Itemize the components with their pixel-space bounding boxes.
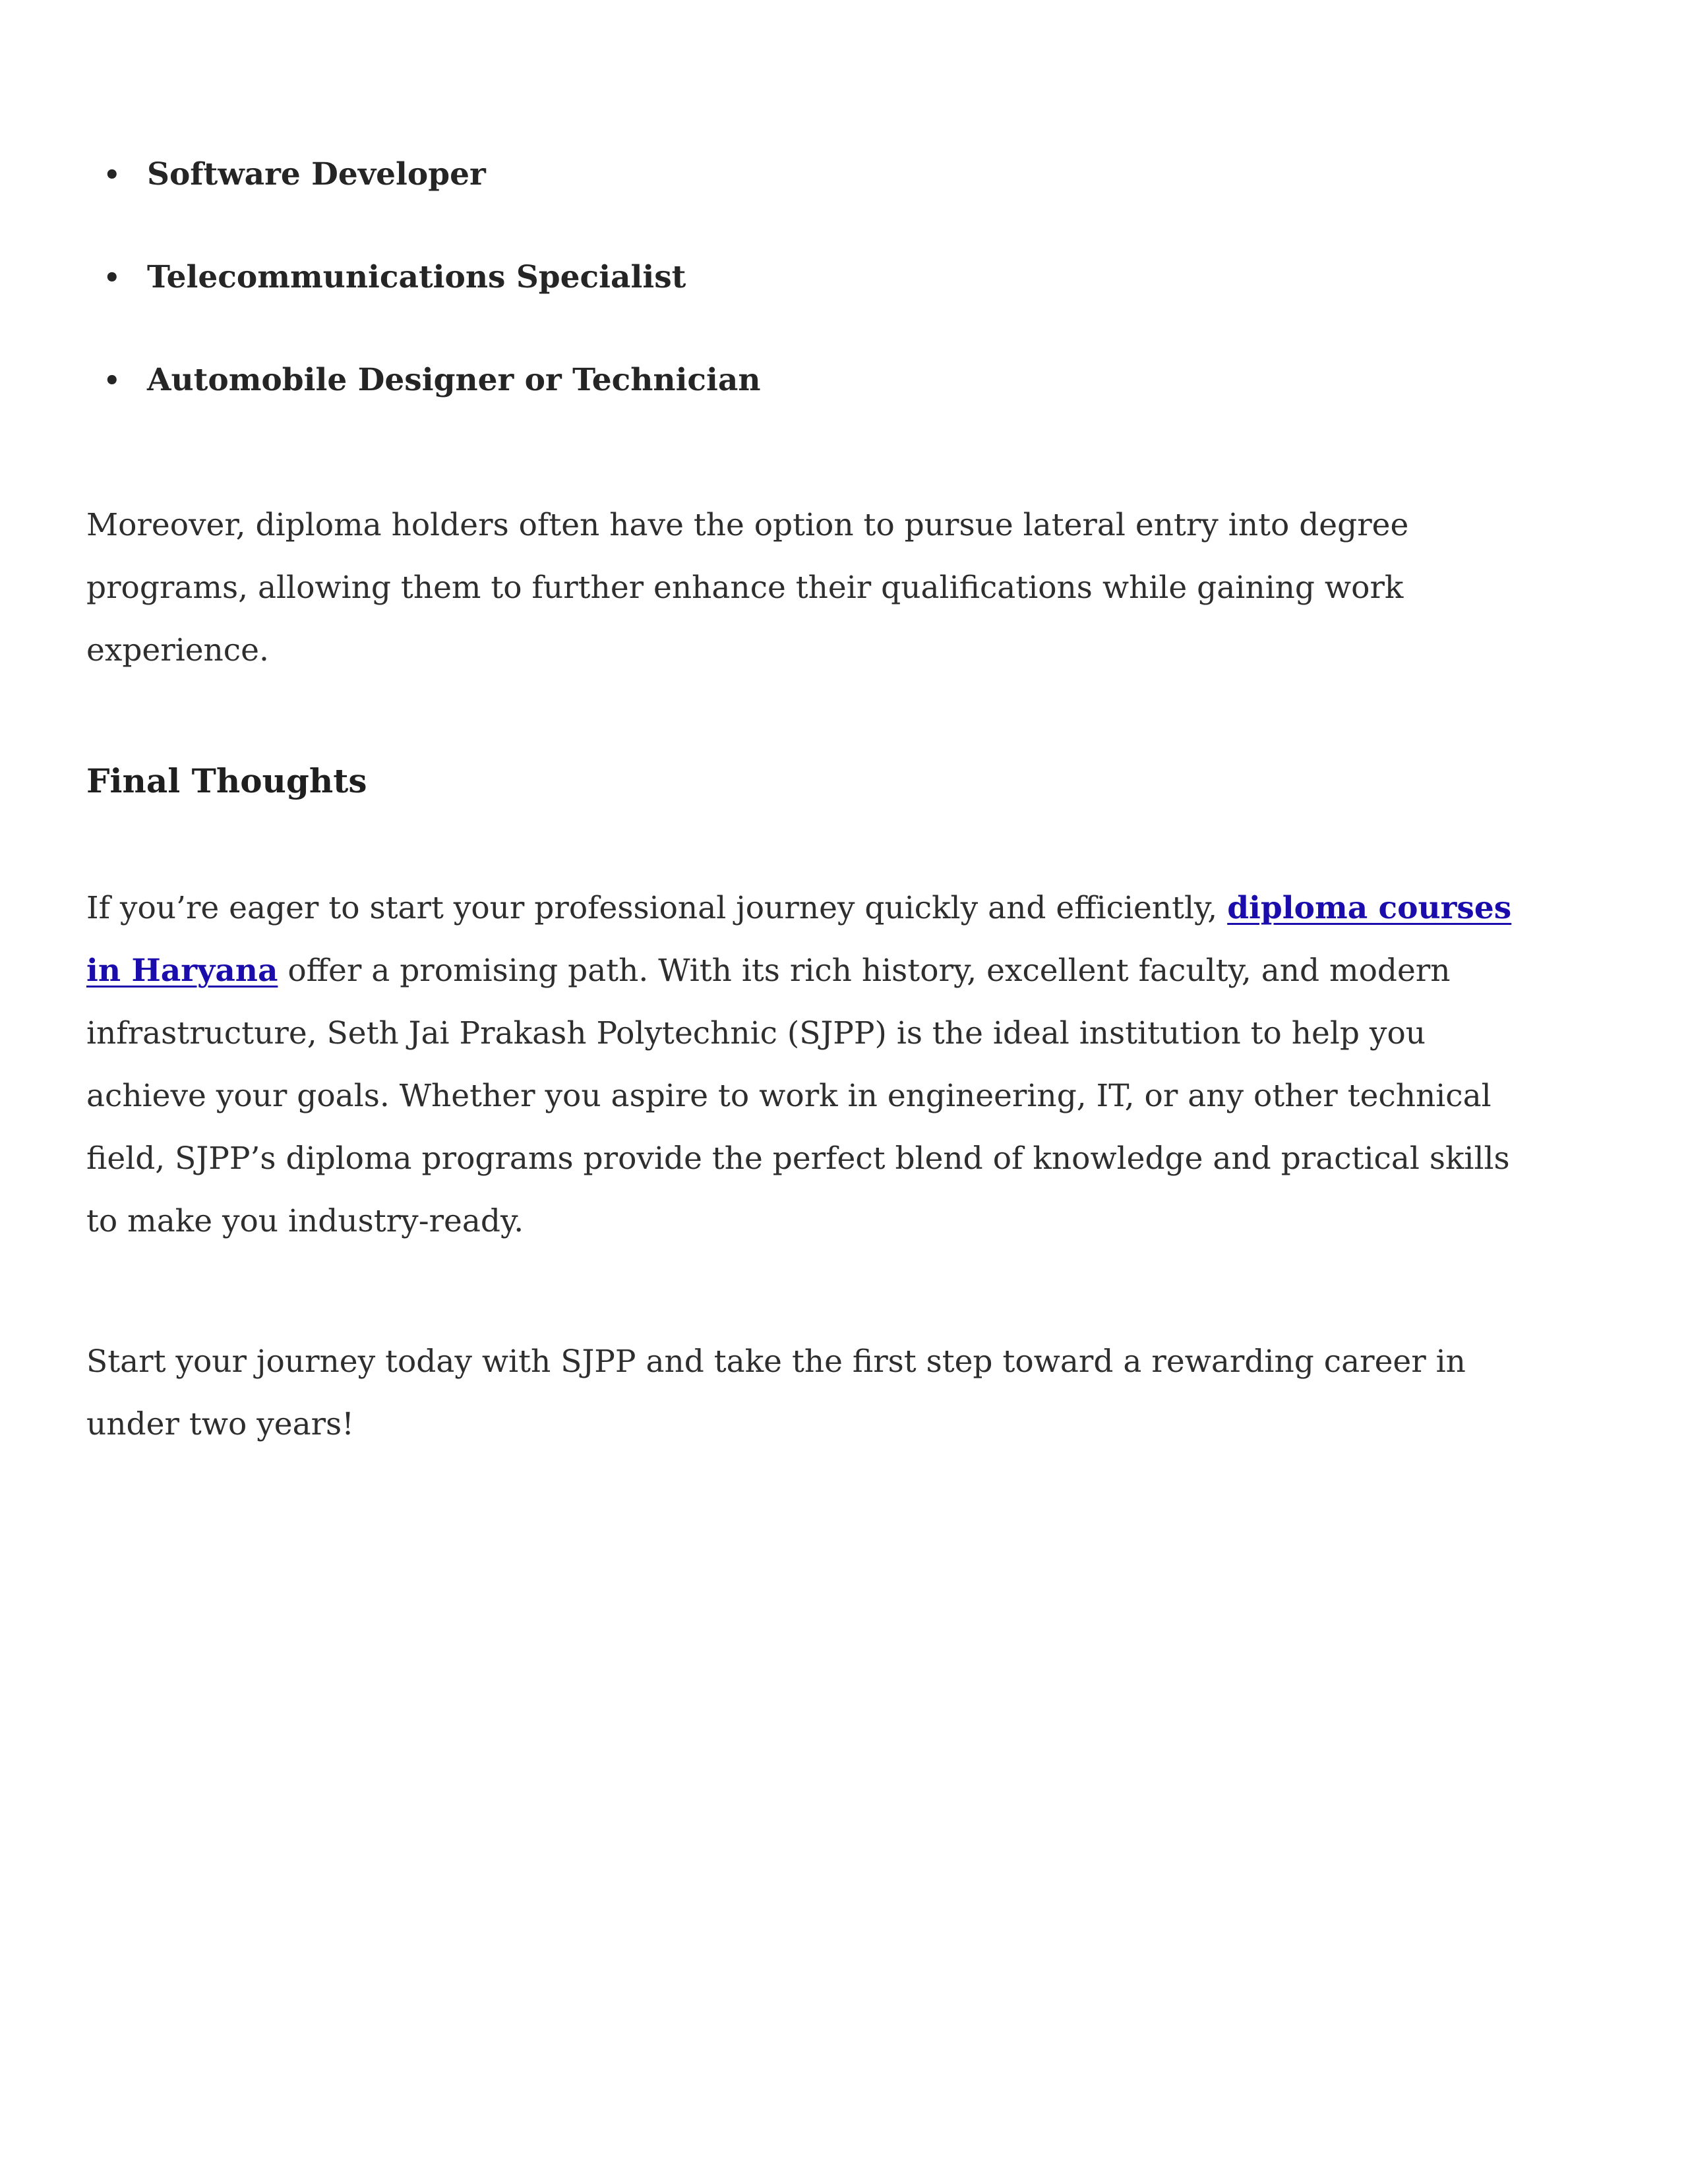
article-content <box>86 155 1543 1456</box>
list-item-telecom-specialist <box>86 258 1543 297</box>
list-item-label: Automobile Designer or Technician <box>147 362 761 398</box>
list-item-label: Software Developer <box>147 156 486 192</box>
final-thoughts-heading: Final Thoughts <box>86 761 367 800</box>
career-options-list <box>86 155 1543 400</box>
paragraph-final-thoughts <box>86 877 1543 1253</box>
final-thoughts-text-before-link: If you’re eager to start your professional journey quickly and efficiently, <box>86 890 1228 926</box>
list-item-software-developer <box>86 155 1543 194</box>
list-item-label: Telecommunications Specialist <box>147 259 686 295</box>
final-thoughts-text-after-link: offer a promising path. With its rich history, excellent faculty, and modern infrastructure, Seth Jai Prakash Polytechnic (SJPP) is the ideal institution to help you achieve your goals. Whether you aspire to work in engineering, IT, or any other technical field, SJPP’s diploma programs provide the perfect blend of knowledge and practical skills to make you industry-ready. <box>86 953 1510 1239</box>
paragraph-closing: Start your journey today with SJPP and take the first step toward a rewarding career in under two years! <box>86 1343 1466 1442</box>
list-item-automobile-designer <box>86 361 1543 400</box>
paragraph-lateral-entry: Moreover, diploma holders often have the option to pursue lateral entry into degree programs, allowing them to further enhance their qualifications while gaining work experience. <box>86 507 1409 668</box>
diploma-courses-link[interactable]: diploma courses in Haryana <box>86 890 1512 989</box>
